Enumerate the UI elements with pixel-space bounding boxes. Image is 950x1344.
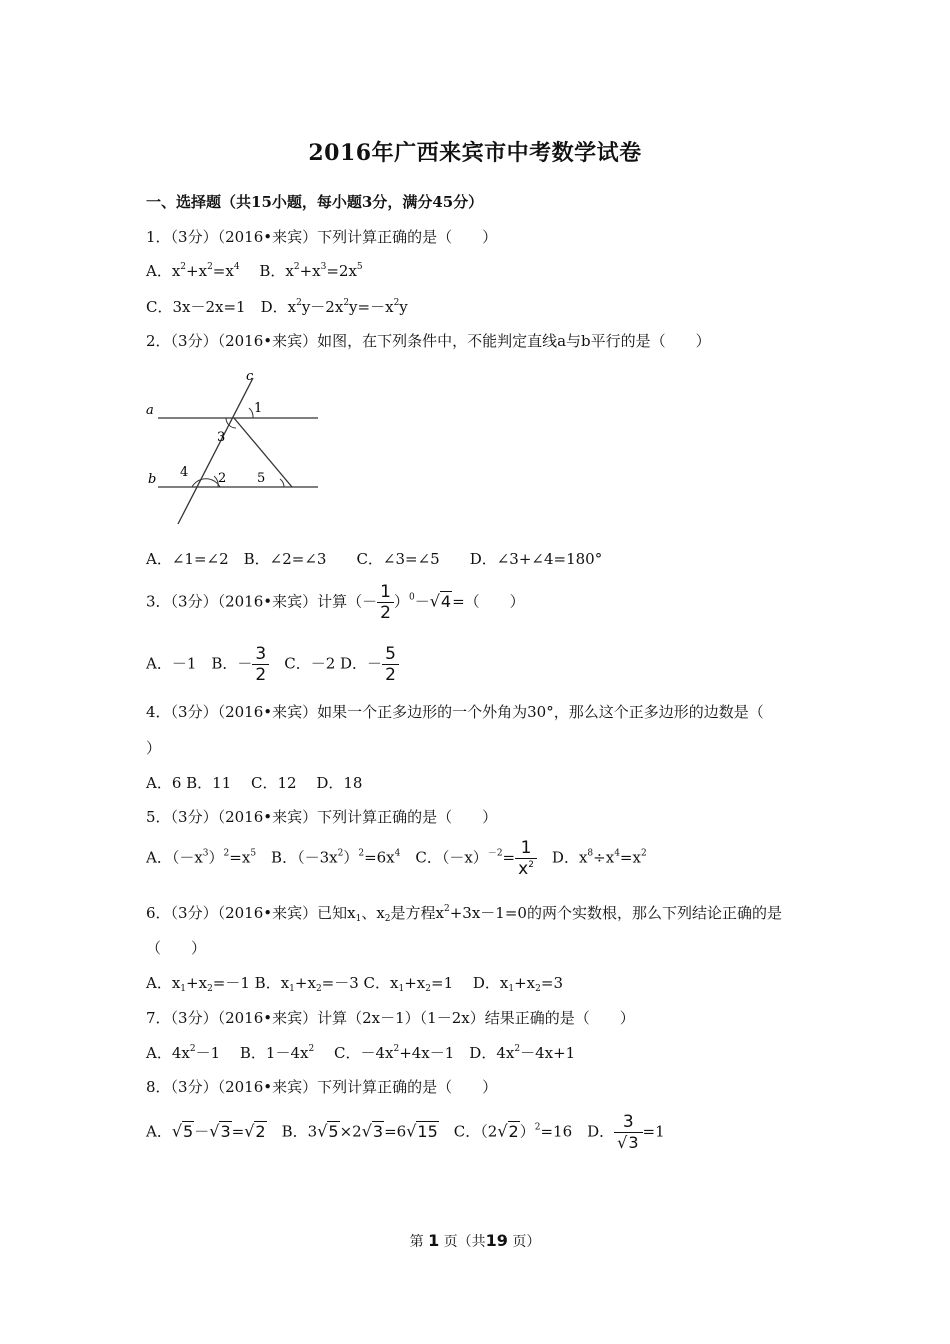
fraction-three-halves: $\frac{3}{2}$ <box>252 644 269 685</box>
question-8-options: A．√5－√3=√2 B．3√5×2√3=6√15 C．$(2√2)^2=16$ D． $\frac{3}{√3}$ =1 <box>146 1112 665 1152</box>
page-footer: 第 1 页（共19 页） <box>409 1231 541 1250</box>
fraction-3-over-sqrt3: $\frac{3}{√3}$ <box>614 1112 642 1153</box>
question-2-stem: 2．（3分）（2016•来宾）如图，在下列条件中，不能判定直线a与b平行的是（ ） <box>146 332 711 350</box>
question-1-stem: 1．（3分）（2016•来宾）下列计算正确的是（ ） <box>146 228 498 246</box>
question-3-options: A．－1 B．－ $\frac{3}{2}$ C．－2 D．－ $\frac{5}{2}$ <box>146 644 399 685</box>
question-5-stem: 5．（3分）（2016•来宾）下列计算正确的是（ ） <box>146 808 498 826</box>
question-8-stem: 8．（3分）（2016•来宾）下列计算正确的是（ ） <box>146 1078 498 1096</box>
page-title: 2016年广西来宾市中考数学试卷 <box>308 140 642 166</box>
label-angle-3: 3 <box>217 430 226 445</box>
label-angle-2: 2 <box>218 471 227 486</box>
label-angle-5: 5 <box>257 471 266 486</box>
question-5-options: A．$(-x^3)^2=x^5$ B．$(-3x^2)^2=6x^4$ C．$(-x)^{-2}=$ $\frac{1}{x^2}$ D．$x^8\div x^4=x^2$ <box>146 838 647 879</box>
question-2-options: A．∠1=∠2 B．∠2=∠3 C．∠3=∠5 D．∠3+∠4=180° <box>146 550 603 568</box>
fraction-one-half: $\frac{1}{2}$ <box>377 582 394 623</box>
question-6-options: A．$x_1+x_2=-1$ B．$x_1+x_2=-3$ C．$x_1+x_2=1$ D．$x_1+x_2=3$ <box>146 974 563 994</box>
label-a: a <box>146 403 154 418</box>
question-6-stem-cont: （ ） <box>146 939 207 957</box>
question-4-stem-cont: ） <box>146 739 162 757</box>
question-7-options: A．$4x^2-1$ B．$1-4x^2$ C．$-4x^2+4x-1$ D．$4x^2-4x+1$ <box>146 1044 576 1062</box>
label-c: c <box>246 369 254 384</box>
question-7-stem: 7．（3分）（2016•来宾）计算（2x－1）（1－2x）结果正确的是（ ） <box>146 1009 635 1027</box>
question-4-stem: 4．（3分）（2016•来宾）如果一个正多边形的一个外角为30°，那么这个正多边形的边数是（ <box>146 703 764 721</box>
question-1-options-ab: A．$x^2+x^2=x^4$ B．$x^2+x^3=2x^5$ <box>146 262 363 280</box>
parallel-lines-figure <box>140 366 330 526</box>
question-6-stem: 6．（3分）（2016•来宾）已知$x_1$、$x_2$是方程$x^2+3x-1=0$的两个实数根，那么下列结论正确的是 <box>146 904 782 924</box>
label-b: b <box>148 472 157 487</box>
sqrt-4: √4 <box>429 591 452 611</box>
question-4-options: A．6 B．11 C．12 D．18 <box>146 774 363 792</box>
question-1-options-cd: C．3x－2x=1 D．$x^2y-2x^2y=-x^2y$ <box>146 298 408 316</box>
label-angle-4: 4 <box>180 465 189 480</box>
section-heading: 一、选择题（共15小题，每小题3分，满分45分） <box>146 193 484 211</box>
fraction-five-halves: $\frac{5}{2}$ <box>382 644 399 685</box>
label-angle-1: 1 <box>254 401 263 416</box>
fraction-1-over-x2: $\frac{1}{x^2}$ <box>515 838 537 879</box>
question-3-stem: 3．（3分）（2016•来宾）计算（－ $\frac{1}{2}$ ）$^0$－√4=（ ） <box>146 582 525 623</box>
